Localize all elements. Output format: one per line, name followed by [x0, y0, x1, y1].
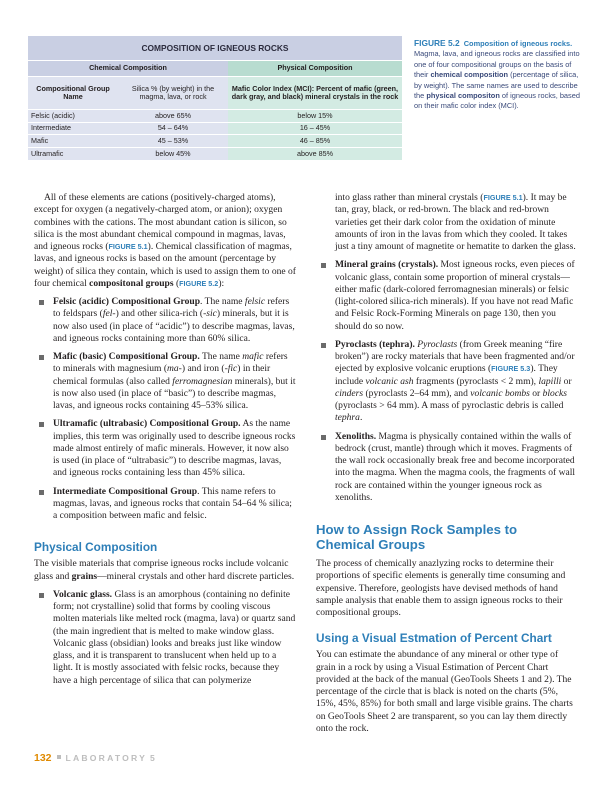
figure-label: FIGURE 5.2 [414, 38, 460, 48]
bullet-icon [321, 435, 326, 440]
caption-term: physical compositon [426, 91, 500, 101]
list-item: Ultramafic (ultrabasic) Compositional Group. As the name implies, this term was originally used to describe igneous rocks made almost entirely of mafic minerals. However, it now also is used (in place of “ultrabasic”) to describe magmas, lavas, and igneous rocks containing less than 45% silica. [34, 418, 296, 479]
figure-ref[interactable]: FIGURE 5.1 [483, 193, 523, 202]
bullet-icon [39, 490, 44, 495]
list-item: Mineral grains (crystals). Most igneous rocks, even pieces of volcanic glass, contain some proportion of mineral crystals—either mafic (dark-colored ferromagnesian minerals) or felsic (light-colored silica-rich minerals). If you have not read Mafic and Felsic Rock-Forming Minerals on page 130, then you should do so now. [316, 259, 578, 333]
figure-caption [414, 38, 586, 112]
figure-ref[interactable]: FIGURE 5.1 [108, 242, 148, 251]
table-title: COMPOSITION OF IGNEOUS ROCKS [28, 36, 402, 60]
igneous-composition-table [28, 36, 402, 160]
chapter-label: LABORATORY [65, 753, 148, 763]
caption-term: chemical composition [430, 70, 509, 80]
bullet-icon [321, 263, 326, 268]
silica-header: Silica % (by weight) in the magma, lava, or rock [118, 76, 228, 109]
silica-cell: above 65% [118, 109, 228, 122]
chemical-composition-header: Chemical Composition [28, 60, 228, 76]
paragraph: into glass rather than mineral crystals (FIGURE 5.1). It may be tan, gray, black, or red-brown. The black and red-brown varieties get their dark color from the oxidation of minute amounts of iron in the lavas from which they cooled. It takes just a tiny amount of magnetite or hematite to darken the glass. [335, 192, 576, 252]
bullet-icon [39, 300, 44, 305]
silica-cell: 54 – 64% [118, 122, 228, 135]
table-row [28, 135, 402, 148]
group-name-header: Compositional Group Name [28, 76, 118, 109]
chapter-number: 5 [149, 753, 157, 763]
list-item: Mafic (basic) Compositional Group. The name mafic refers to minerals with magnesium (ma-) and iron (-fic) in their chemical formulas (also called ferromagnesian minerals), but it is now also used (in place of “basic”) to describe magmas, lavas, and igneous rocks containing 45–53% silica. [34, 351, 296, 412]
section-heading: How to Assign Rock Samples to Chemical Groups [316, 522, 518, 552]
list-item: Felsic (acidic) Compositional Group. The name felsic refers to feldspars (fel-) and other silica-rich (-sic) minerals, but it is now also used (in place of “acidic”) to describe magmas, lavas, and igneous rocks containing more than 60% silica. [34, 296, 296, 345]
mci-cell: below 15% [228, 109, 402, 122]
list-item: Volcanic glass. Glass is an amorphous (containing no definite form; not crystalline) solid that forms by cooling viscous molten materials like melted rock (magma, lava) or quartz sand (the main ingredient that is melted to make window glass. Volcanic glass (obsidian) looks and breaks just like window glass, and it is transparent to translucent when held up to a light. It is mostly associated with felsic rocks, because they have a high percentage of silica that can polymerize [34, 589, 296, 687]
square-bullet-icon [57, 755, 61, 759]
mci-cell: 46 – 85% [228, 135, 402, 148]
list-item: Xenoliths. Magma is physically contained within the walls of bedrock (crust, mantle) through which it moves. Fragments of the wall rock occasionally break free and become incorporated into the magma. When the magma cools, the fragments of wall rock are contained within the younger igneous rock as xenoliths. [316, 431, 578, 505]
list-item: Intermediate Compositional Group. This name refers to magmas, lavas, and igneous rocks that contain 54–64 % silica; a composition between mafic and felsic. [34, 486, 296, 523]
group-name-cell: Mafic [28, 135, 118, 148]
caption-text: (percentage of silica, by weight). The same names are used to describe the [414, 70, 579, 101]
bullet-icon [39, 422, 44, 427]
group-name-cell: Ultramafic [28, 148, 118, 160]
silica-cell: 45 – 53% [118, 135, 228, 148]
mci-cell: 16 – 45% [228, 122, 402, 135]
mci-header: Mafic Color Index (MCI): Percent of mafic (green, dark gray, and black) mineral crystals in the rock [228, 76, 402, 109]
page-footer [34, 752, 157, 764]
bullet-icon [39, 355, 44, 360]
physical-composition-header: Physical Composition [228, 60, 402, 76]
section-heading: Physical Composition [34, 540, 158, 555]
paragraph: The visible materials that comprise igneous rocks include volcanic glass and grains—mineral crystals and other hard discrete particles. [34, 558, 295, 582]
bullet-icon [39, 593, 44, 598]
group-name-cell: Intermediate [28, 122, 118, 135]
right-column [316, 192, 578, 735]
list-item: Pyroclasts (tephra). Pyroclasts (from Greek meaning “fire broken”) are rocky materials that have been fragmented and/or ejected by explosive volcanic eruptions (FIGURE 5.3). They include volcanic ash fragments (pyroclasts < 2 mm), lapilli or cinders (pyroclasts 2–64 mm), and volcanic bombs or blocks (pyroclasts > 64 mm). A mass of pyroclastic debris is called tephra. [316, 339, 578, 425]
silica-cell: below 45% [118, 148, 228, 160]
caption-title: Composition of igneous rocks. [463, 39, 573, 48]
intro-paragraph: All of these elements are cations (positively-charged atoms), except for oxygen (a negatively-charged atom, or anion); oxygen combines with the cations. The most abundant cation is silicon, so silica is the most abundant chemical compound in magmas, lavas, and igneous rocks (FIGURE 5.1). Chemical classification of magmas, lavas, and igneous rocks is based on the amount (percentage by weight) of silica they contain, which is used to assign them to one of four chemical compositonal groups (FIGURE 5.2): [34, 192, 296, 289]
caption-text: of igneous rocks, based on their mafic color index (MCI). [414, 91, 580, 111]
group-name-cell: Felsic (acidic) [28, 109, 118, 122]
table-row [28, 148, 402, 160]
bullet-icon [321, 343, 326, 348]
left-column [34, 192, 296, 687]
subsection-heading: Using a Visual Estmation of Percent Chart [316, 631, 552, 646]
paragraph: You can estimate the abundance of any mineral or other type of grain in a rock by using a Visual Estimation of Percent Chart provided at the back of the manual (GeoTools Sheets 1 and 2). The percentage of the circle that is black is noted on the charts (5%, 15%, 45%, 85%) for both small and large visible grains. The charts on GeoTools Sheet 2 are transparent, so you can lay them directly onto the rock. [316, 649, 573, 734]
caption-text: Magma, lava, and igneous rocks are classified into one of four compositional groups on the basis of their [414, 49, 580, 80]
table-row [28, 122, 402, 135]
paragraph: The process of chemically anazlyzing rocks to determine their proportions of specific elements is generally time consuming and expensive. Therefore, geologists have devised methods of hand sample analysis that enable them to assign igneous rocks to their compositional groups. [316, 558, 566, 618]
figure-ref[interactable]: FIGURE 5.3 [491, 364, 531, 374]
page-number: 132 [34, 752, 52, 764]
table-row [28, 109, 402, 122]
figure-ref[interactable]: FIGURE 5.2 [179, 278, 219, 288]
mci-cell: above 85% [228, 148, 402, 160]
